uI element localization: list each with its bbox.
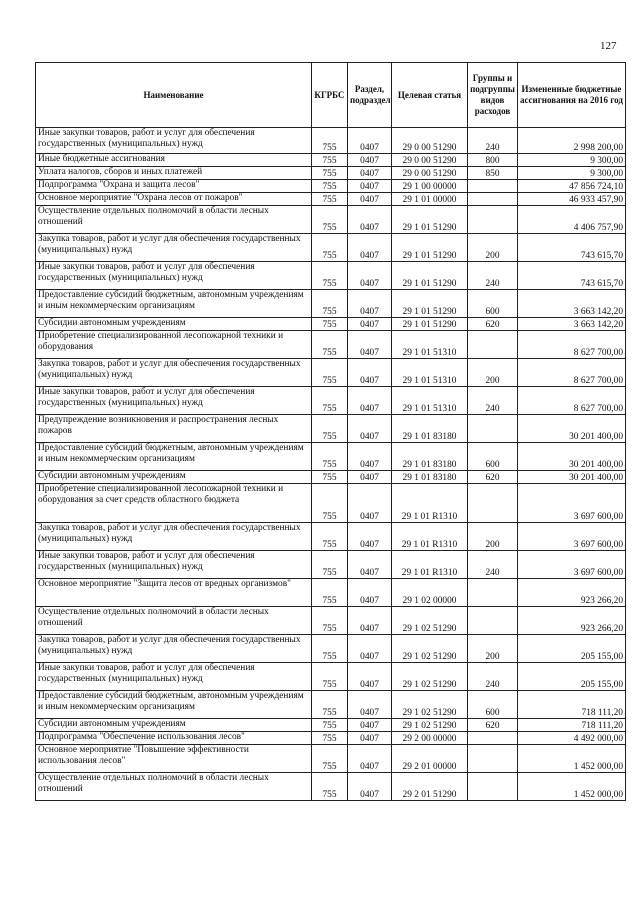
row-amount-cell: 1 452 000,00: [518, 773, 626, 801]
row-name-cell: Приобретение специализированной лесопожарной техники и оборудования за счет средств областного бюджета: [36, 484, 312, 523]
row-group-cell: [468, 579, 518, 607]
table-row: [36, 635, 626, 663]
row-amount-cell: 9 300,00: [518, 167, 626, 180]
row-kgrbs-cell: 755: [312, 443, 348, 471]
table-row: [36, 745, 626, 773]
row-name-cell: Предоставление субсидий бюджетным, автономным учреждениям и иным некоммерческим организациям: [36, 691, 312, 719]
row-amount-cell: 3 663 142,20: [518, 318, 626, 331]
row-name-cell: Подпрограмма "Охрана и защита лесов": [36, 180, 312, 193]
row-target-cell: 29 0 00 51290: [392, 154, 468, 167]
row-amount-cell: 923 266,20: [518, 579, 626, 607]
row-kgrbs-cell: 755: [312, 415, 348, 443]
row-group-cell: [468, 331, 518, 359]
row-section-cell: 0407: [348, 167, 392, 180]
header-groups: Группы и подгруппы видов расходов: [468, 63, 518, 128]
row-kgrbs-cell: 755: [312, 180, 348, 193]
row-section-cell: 0407: [348, 128, 392, 154]
row-section-cell: 0407: [348, 551, 392, 579]
row-name-cell: Субсидии автономным учреждениям: [36, 719, 312, 732]
row-target-cell: 29 1 01 R1310: [392, 484, 468, 523]
row-group-cell: 240: [468, 663, 518, 691]
row-kgrbs-cell: 755: [312, 318, 348, 331]
row-kgrbs-cell: 755: [312, 773, 348, 801]
row-amount-cell: 718 111,20: [518, 719, 626, 732]
row-group-cell: 600: [468, 443, 518, 471]
row-kgrbs-cell: 755: [312, 719, 348, 732]
row-amount-cell: 743 615,70: [518, 234, 626, 262]
table-header-row: [36, 63, 626, 128]
row-group-cell: [468, 193, 518, 206]
row-section-cell: 0407: [348, 691, 392, 719]
row-kgrbs-cell: 755: [312, 607, 348, 635]
row-amount-cell: 2 998 200,00: [518, 128, 626, 154]
row-name-cell: Иные бюджетные ассигнования: [36, 154, 312, 167]
table-row: [36, 773, 626, 801]
row-group-cell: 240: [468, 551, 518, 579]
row-kgrbs-cell: 755: [312, 128, 348, 154]
row-target-cell: 29 1 01 51290: [392, 318, 468, 331]
row-group-cell: [468, 745, 518, 773]
row-section-cell: 0407: [348, 180, 392, 193]
row-name-cell: Предупреждение возникновения и распространения лесных пожаров: [36, 415, 312, 443]
row-group-cell: [468, 732, 518, 745]
row-section-cell: 0407: [348, 579, 392, 607]
row-amount-cell: 205 155,00: [518, 635, 626, 663]
row-amount-cell: 8 627 700,00: [518, 359, 626, 387]
row-name-cell: Уплата налогов, сборов и иных платежей: [36, 167, 312, 180]
row-target-cell: 29 1 01 83180: [392, 443, 468, 471]
row-kgrbs-cell: 755: [312, 234, 348, 262]
table-row: [36, 154, 626, 167]
row-kgrbs-cell: 755: [312, 154, 348, 167]
row-group-cell: 240: [468, 387, 518, 415]
table-row: [36, 691, 626, 719]
row-name-cell: Подпрограмма "Обеспечение использования лесов": [36, 732, 312, 745]
table-row: [36, 290, 626, 318]
table-row: [36, 471, 626, 484]
table-row: [36, 484, 626, 523]
row-section-cell: 0407: [348, 484, 392, 523]
row-target-cell: 29 1 01 83180: [392, 471, 468, 484]
row-name-cell: Основное мероприятие "Охрана лесов от пожаров": [36, 193, 312, 206]
row-kgrbs-cell: 755: [312, 359, 348, 387]
row-name-cell: Предоставление субсидий бюджетным, автономным учреждениям и иным некоммерческим организациям: [36, 443, 312, 471]
row-target-cell: 29 1 01 51310: [392, 359, 468, 387]
row-group-cell: 200: [468, 359, 518, 387]
row-section-cell: 0407: [348, 262, 392, 290]
row-kgrbs-cell: 755: [312, 663, 348, 691]
row-group-cell: 850: [468, 167, 518, 180]
table-row: [36, 607, 626, 635]
row-target-cell: 29 1 01 51290: [392, 234, 468, 262]
row-target-cell: 29 2 00 00000: [392, 732, 468, 745]
row-target-cell: 29 1 01 R1310: [392, 523, 468, 551]
row-amount-cell: 3 663 142,20: [518, 290, 626, 318]
row-amount-cell: 4 406 757,90: [518, 206, 626, 234]
row-amount-cell: 718 111,20: [518, 691, 626, 719]
row-amount-cell: 3 697 600,00: [518, 523, 626, 551]
row-amount-cell: 9 300,00: [518, 154, 626, 167]
row-amount-cell: 205 155,00: [518, 663, 626, 691]
row-target-cell: 29 1 01 51290: [392, 206, 468, 234]
table-row: [36, 262, 626, 290]
row-name-cell: Приобретение специализированной лесопожарной техники и оборудования: [36, 331, 312, 359]
row-target-cell: 29 1 01 51290: [392, 262, 468, 290]
row-section-cell: 0407: [348, 387, 392, 415]
row-amount-cell: 1 452 000,00: [518, 745, 626, 773]
row-target-cell: 29 1 01 51310: [392, 331, 468, 359]
row-group-cell: 200: [468, 635, 518, 663]
row-kgrbs-cell: 755: [312, 206, 348, 234]
row-target-cell: 29 1 01 51290: [392, 290, 468, 318]
table-row: [36, 128, 626, 154]
row-kgrbs-cell: 755: [312, 732, 348, 745]
table-row: [36, 331, 626, 359]
row-name-cell: Иные закупки товаров, работ и услуг для обеспечения государственных (муниципальных) нужд: [36, 128, 312, 154]
table-row: [36, 523, 626, 551]
row-section-cell: 0407: [348, 290, 392, 318]
row-kgrbs-cell: 755: [312, 262, 348, 290]
table-row: [36, 234, 626, 262]
row-group-cell: [468, 206, 518, 234]
row-group-cell: 620: [468, 471, 518, 484]
header-target: Целевая статья: [392, 63, 468, 128]
row-amount-cell: 923 266,20: [518, 607, 626, 635]
header-name: Наименование: [36, 63, 312, 128]
row-kgrbs-cell: 755: [312, 331, 348, 359]
row-kgrbs-cell: 755: [312, 551, 348, 579]
row-group-cell: [468, 180, 518, 193]
row-section-cell: 0407: [348, 635, 392, 663]
row-target-cell: 29 1 02 51290: [392, 607, 468, 635]
row-section-cell: 0407: [348, 663, 392, 691]
row-name-cell: Закупка товаров, работ и услуг для обеспечения государственных (муниципальных) нужд: [36, 234, 312, 262]
row-name-cell: Закупка товаров, работ и услуг для обеспечения государственных (муниципальных) нужд: [36, 523, 312, 551]
row-amount-cell: 3 697 600,00: [518, 484, 626, 523]
row-section-cell: 0407: [348, 415, 392, 443]
row-kgrbs-cell: 755: [312, 387, 348, 415]
row-target-cell: 29 1 00 00000: [392, 180, 468, 193]
row-kgrbs-cell: 755: [312, 579, 348, 607]
table-row: [36, 193, 626, 206]
header-kgrbs: КГРБС: [312, 63, 348, 128]
table-row: [36, 387, 626, 415]
row-target-cell: 29 1 01 00000: [392, 193, 468, 206]
row-section-cell: 0407: [348, 206, 392, 234]
row-target-cell: 29 2 01 00000: [392, 745, 468, 773]
row-name-cell: Основное мероприятие "Защита лесов от вредных организмов": [36, 579, 312, 607]
row-group-cell: [468, 415, 518, 443]
table-row: [36, 551, 626, 579]
row-name-cell: Осуществление отдельных полномочий в области лесных отношений: [36, 773, 312, 801]
row-group-cell: 600: [468, 290, 518, 318]
row-amount-cell: 30 201 400,00: [518, 415, 626, 443]
table-row: [36, 415, 626, 443]
row-name-cell: Закупка товаров, работ и услуг для обеспечения государственных (муниципальных) нужд: [36, 635, 312, 663]
row-kgrbs-cell: 755: [312, 471, 348, 484]
row-section-cell: 0407: [348, 331, 392, 359]
row-kgrbs-cell: 755: [312, 290, 348, 318]
row-group-cell: 200: [468, 234, 518, 262]
row-target-cell: 29 1 01 51310: [392, 387, 468, 415]
page-number: 127: [600, 40, 617, 52]
row-section-cell: 0407: [348, 471, 392, 484]
row-group-cell: 600: [468, 691, 518, 719]
row-amount-cell: 8 627 700,00: [518, 387, 626, 415]
row-name-cell: Осуществление отдельных полномочий в области лесных отношений: [36, 607, 312, 635]
budget-table: [35, 62, 626, 801]
row-kgrbs-cell: 755: [312, 523, 348, 551]
row-name-cell: Основное мероприятие "Повышение эффективности использования лесов": [36, 745, 312, 773]
row-name-cell: Закупка товаров, работ и услуг для обеспечения государственных (муниципальных) нужд: [36, 359, 312, 387]
row-name-cell: Субсидии автономным учреждениям: [36, 318, 312, 331]
row-kgrbs-cell: 755: [312, 635, 348, 663]
header-amount: Измененные бюджетные ассигнования на 2016 год: [518, 63, 626, 128]
table-row: [36, 180, 626, 193]
row-section-cell: 0407: [348, 732, 392, 745]
row-name-cell: Субсидии автономным учреждениям: [36, 471, 312, 484]
row-section-cell: 0407: [348, 154, 392, 167]
row-target-cell: 29 1 02 00000: [392, 579, 468, 607]
row-section-cell: 0407: [348, 234, 392, 262]
table-row: [36, 318, 626, 331]
table-row: [36, 663, 626, 691]
row-target-cell: 29 1 02 51290: [392, 635, 468, 663]
row-group-cell: 200: [468, 523, 518, 551]
row-amount-cell: 46 933 457,90: [518, 193, 626, 206]
row-section-cell: 0407: [348, 607, 392, 635]
row-name-cell: Иные закупки товаров, работ и услуг для обеспечения государственных (муниципальных) нужд: [36, 262, 312, 290]
table-row: [36, 206, 626, 234]
row-amount-cell: 47 856 724,10: [518, 180, 626, 193]
row-group-cell: [468, 484, 518, 523]
row-section-cell: 0407: [348, 719, 392, 732]
row-target-cell: 29 1 01 83180: [392, 415, 468, 443]
table-row: [36, 579, 626, 607]
table-body: [36, 128, 626, 801]
row-group-cell: [468, 773, 518, 801]
row-name-cell: Иные закупки товаров, работ и услуг для обеспечения государственных (муниципальных) нужд: [36, 551, 312, 579]
table-row: [36, 359, 626, 387]
header-section: Раздел, подраздел: [348, 63, 392, 128]
row-group-cell: 620: [468, 318, 518, 331]
row-target-cell: 29 1 02 51290: [392, 719, 468, 732]
row-group-cell: [468, 607, 518, 635]
row-name-cell: Иные закупки товаров, работ и услуг для обеспечения государственных (муниципальных) нужд: [36, 387, 312, 415]
row-amount-cell: 4 492 000,00: [518, 732, 626, 745]
row-section-cell: 0407: [348, 359, 392, 387]
row-section-cell: 0407: [348, 745, 392, 773]
row-kgrbs-cell: 755: [312, 691, 348, 719]
row-name-cell: Иные закупки товаров, работ и услуг для обеспечения государственных (муниципальных) нужд: [36, 663, 312, 691]
row-target-cell: 29 1 02 51290: [392, 663, 468, 691]
row-target-cell: 29 1 02 51290: [392, 691, 468, 719]
row-amount-cell: 8 627 700,00: [518, 331, 626, 359]
table-row: [36, 719, 626, 732]
table-row: [36, 167, 626, 180]
row-amount-cell: 3 697 600,00: [518, 551, 626, 579]
table-row: [36, 732, 626, 745]
row-target-cell: 29 0 00 51290: [392, 167, 468, 180]
row-section-cell: 0407: [348, 443, 392, 471]
row-kgrbs-cell: 755: [312, 484, 348, 523]
row-group-cell: 240: [468, 128, 518, 154]
row-kgrbs-cell: 755: [312, 745, 348, 773]
row-name-cell: Предоставление субсидий бюджетным, автономным учреждениям и иным некоммерческим организациям: [36, 290, 312, 318]
row-kgrbs-cell: 755: [312, 193, 348, 206]
row-amount-cell: 30 201 400,00: [518, 471, 626, 484]
table-row: [36, 443, 626, 471]
row-target-cell: 29 2 01 51290: [392, 773, 468, 801]
row-target-cell: 29 0 00 51290: [392, 128, 468, 154]
row-target-cell: 29 1 01 R1310: [392, 551, 468, 579]
row-section-cell: 0407: [348, 773, 392, 801]
row-group-cell: 620: [468, 719, 518, 732]
row-name-cell: Осуществление отдельных полномочий в области лесных отношений: [36, 206, 312, 234]
row-section-cell: 0407: [348, 523, 392, 551]
row-section-cell: 0407: [348, 318, 392, 331]
row-kgrbs-cell: 755: [312, 167, 348, 180]
row-amount-cell: 743 615,70: [518, 262, 626, 290]
row-group-cell: 240: [468, 262, 518, 290]
row-amount-cell: 30 201 400,00: [518, 443, 626, 471]
row-group-cell: 800: [468, 154, 518, 167]
row-section-cell: 0407: [348, 193, 392, 206]
